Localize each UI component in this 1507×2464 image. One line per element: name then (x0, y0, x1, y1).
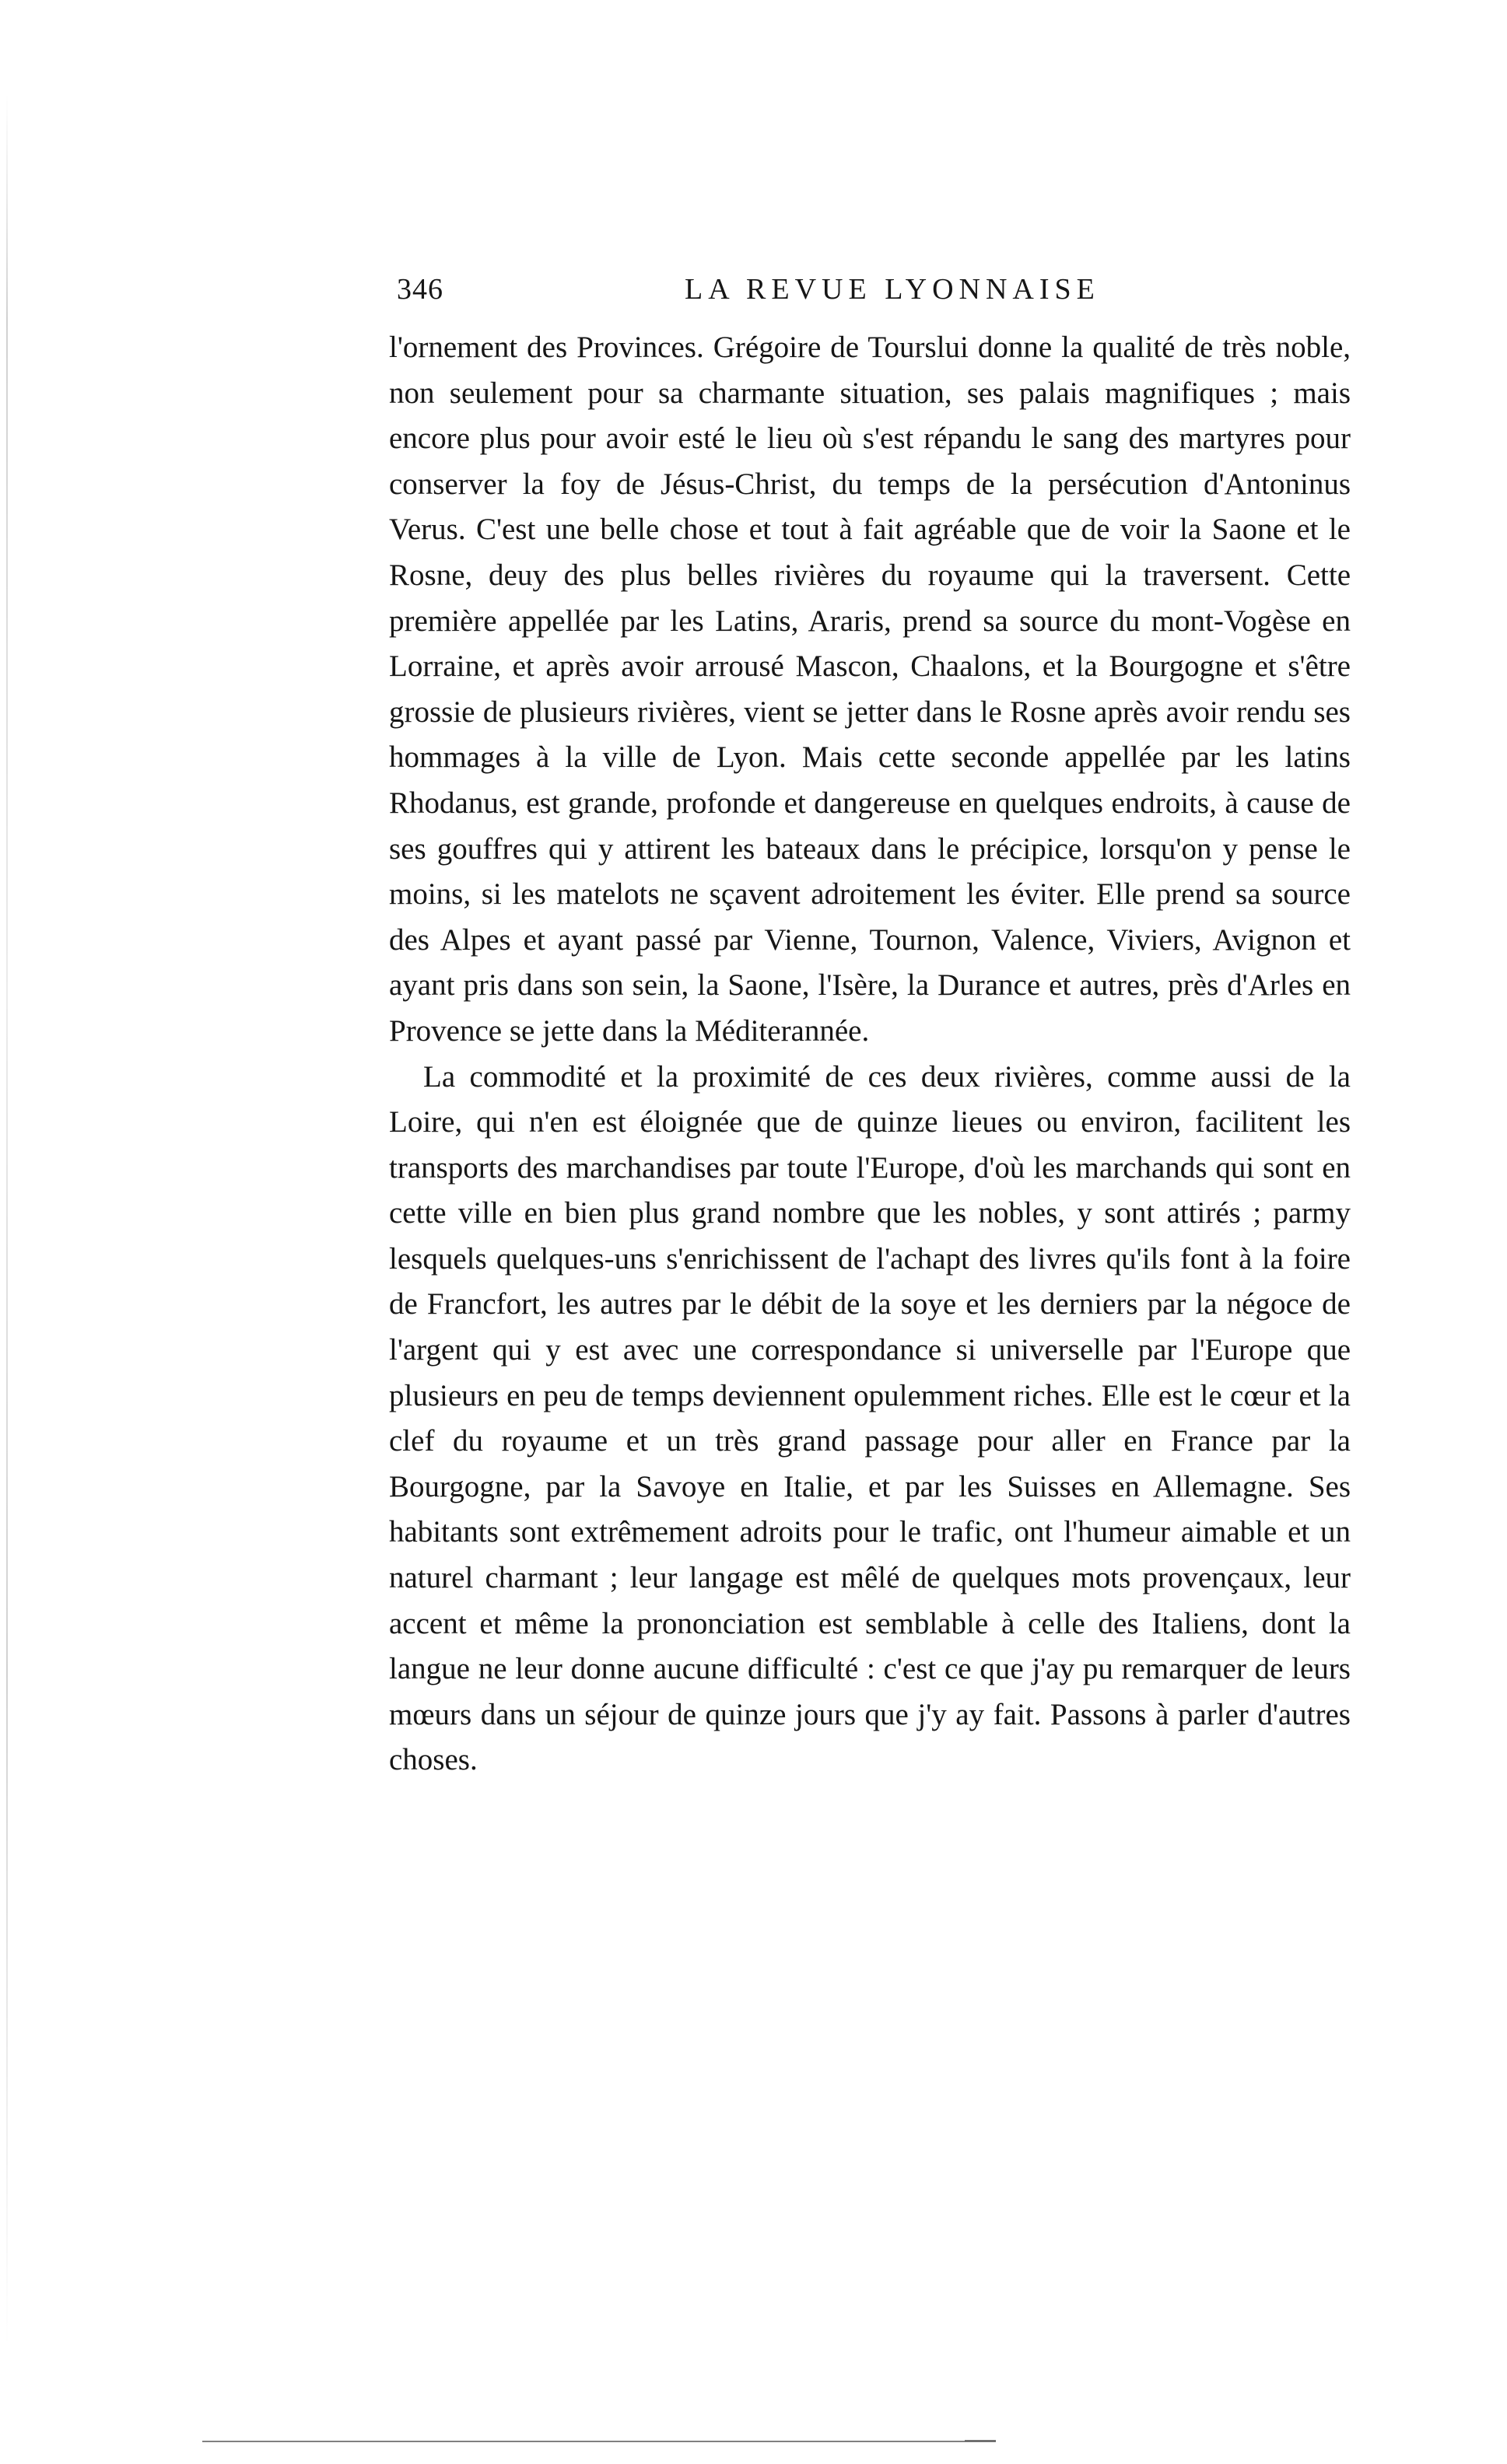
page-number: 346 (397, 273, 443, 306)
bottom-edge-rule (202, 2441, 996, 2442)
paragraph-2: La commodité et la proximité de ces deux rivières, comme aussi de la Loire, qui n'en est éloignée que de quinze lieues ou environ, facilitent les transports des marchandises par toute l'Europe, d'où les marchands qui sont en cette ville en bien plus grand nombre que les nobles, y sont attirés ; parmy lesquels quelques-uns s'enrichissent de l'achapt des livres qu'ils font à la foire de Francfort, les autres par le débit de la soye et les derniers par la négoce de l'argent qui y est avec une correspondance si universelle par l'Europe que plusieurs en peu de temps deviennent opulemment riches. Elle est le cœur et la clef du royaume et un très grand passage pour aller en France par la Bourgogne, par la Savoye en Italie, et par les Suisses en Allemagne. Ses habitants sont extrêmement adroits pour le trafic, ont l'humeur aimable et un naturel charmant ; leur langage est mêlé de quelques mots provençaux, leur accent et même la prononciation est semblable à celle des Italiens, dont la langue ne leur donne aucune difficulté : c'est ce que j'ay pu remarquer de leurs mœurs dans un séjour de quinze jours que j'y ay fait. Passons à parler d'autres choses. (389, 1059, 1351, 1777)
body-text (389, 325, 1351, 1783)
bottom-edge-rule-short (965, 2440, 996, 2441)
page-header (397, 272, 1362, 319)
paragraph-1: l'ornement des Provinces. Grégoire de Tourslui donne la qualité de très noble, non seulement pour sa charmante situation, ses palais magnifiques ; mais encore plus pour avoir esté le lieu où s'est répandu le sang des martyres pour conserver la foy de Jésus-Christ, du temps de la persécution d'Antoninus Verus. C'est une belle chose et tout à fait agréable que de voir la Saone et le Rosne, deuy des plus belles rivières du royaume qui la traversent. Cette première appellée par les Latins, Araris, prend sa source du mont-Vogèse en Lorraine, et après avoir arrousé Mascon, Chaalons, et la Bourgogne et s'être grossie de plusieurs rivières, vient se jetter dans le Rosne après avoir rendu ses hommages à la ville de Lyon. Mais cette seconde appellée par les latins Rhodanus, est grande, profonde et dangereuse en quelques endroits, à cause de ses gouffres qui y attirent les bateaux dans le précipice, lorsqu'on y pense le moins, si les matelots ne sçavent adroitement les éviter. Elle prend sa source des Alpes et ayant passé par Vienne, Tournon, Valence, Viviers, Avignon et ayant pris dans son sein, la Saone, l'Isère, la Durance et autres, près d'Arles en Provence se jette dans la Méditerannée. (389, 331, 1351, 1048)
scan-gutter-shadow (6, 93, 8, 2349)
running-title: LA REVUE LYONNAISE (685, 273, 1100, 306)
